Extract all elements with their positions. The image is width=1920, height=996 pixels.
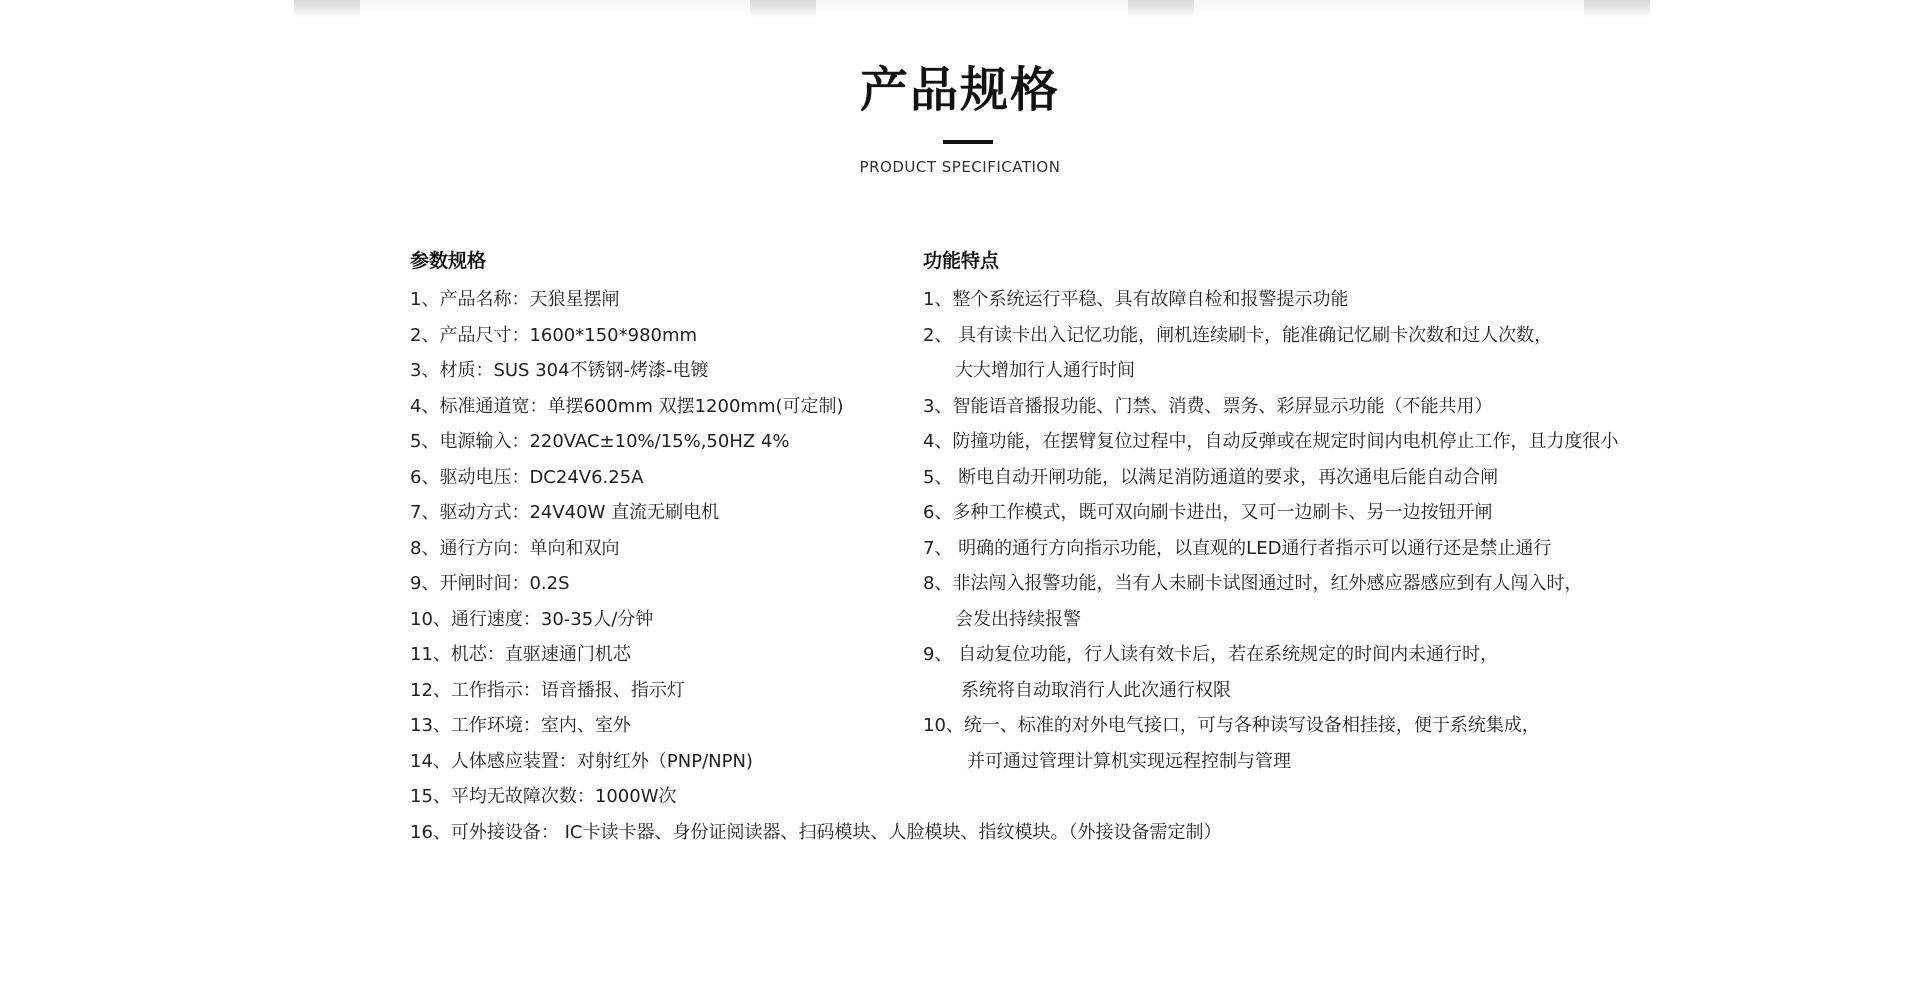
feature-line: 6、多种工作模式，既可双向刷卡进出，又可一边刷卡、另一边按钮开闸 — [923, 502, 1493, 523]
spec-item: 11、机芯：直驱速通门机芯 — [410, 644, 631, 665]
feature-line: 8、非法闯入报警功能，当有人未刷卡试图通过时，红外感应器感应到有人闯入时， — [923, 573, 1583, 594]
page-title: 产品规格 — [859, 62, 1060, 118]
feature-line: 3、智能语音播报功能、门禁、消费、票务、彩屏显示功能（不能共用） — [923, 395, 1493, 417]
feature-line: 1、整个系统运行平稳、具有故障自检和报警提示功能 — [923, 289, 1349, 310]
spec-item: 13、工作环境：室内、室外 — [410, 715, 631, 736]
strip-shadow-block — [1128, 0, 1194, 18]
top-image-strip — [294, 0, 1650, 18]
strip-gap — [1194, 0, 1584, 18]
spec-item: 15、平均无故障次数：1000W次 — [410, 786, 677, 807]
strip-gap — [360, 0, 750, 18]
specs-heading: 参数规格 — [410, 250, 487, 272]
spec-item: 5、电源输入：220VAC±10%/15%,50HZ 4% — [410, 431, 790, 452]
features-heading: 功能特点 — [923, 250, 1000, 272]
feature-line: 10、统一、标准的对外电气接口，可与各种读写设备相挂接，便于系统集成， — [923, 715, 1540, 736]
features-column — [923, 248, 1723, 779]
feature-line: 5、 断电自动开闸功能，以满足消防通道的要求，再次通电后能自动合闸 — [923, 466, 1499, 488]
strip-shadow-block — [294, 0, 360, 18]
strip-gap — [816, 0, 1128, 18]
strip-shadow-block — [1584, 0, 1650, 18]
spec-item: 7、驱动方式：24V40W 直流无刷电机 — [410, 502, 720, 523]
feature-line-continued: 系统将自动取消行人此次通行权限 — [961, 679, 1231, 701]
spec-item: 16、可外接设备： IC卡读卡器、身份证阅读器、扫码模块、人脸模块、指纹模块。（外接设备需定制） — [410, 821, 1222, 843]
feature-line-continued: 大大增加行人通行时间 — [955, 360, 1135, 381]
spec-item: 4、标准通道宽：单摆600mm 双摆1200mm(可定制) — [410, 395, 844, 417]
feature-line: 4、防撞功能，在摆臂复位过程中，自动反弹或在规定时间内电机停止工作，且力度很小 — [923, 431, 1619, 452]
feature-line: 2、 具有读卡出入记忆功能，闸机连续刷卡，能准确记忆刷卡次数和过人次数， — [923, 324, 1553, 346]
page-subtitle: PRODUCT SPECIFICATION — [859, 158, 1061, 176]
feature-line-continued: 会发出持续报警 — [955, 608, 1081, 630]
spec-item: 8、通行方向：单向和双向 — [410, 537, 620, 559]
spec-item: 2、产品尺寸：1600*150*980mm — [410, 324, 698, 346]
spec-item: 3、材质：SUS 304不锈钢-烤漆-电镀 — [410, 360, 709, 381]
spec-item: 6、驱动电压：DC24V6.25A — [410, 466, 644, 488]
title-underline — [943, 140, 993, 144]
feature-line: 7、 明确的通行方向指示功能，以直观的LED通行者指示可以通行还是禁止通行 — [923, 537, 1552, 559]
spec-item: 14、人体感应装置：对射红外（PNP/NPN) — [410, 750, 753, 772]
feature-line-continued: 并可通过管理计算机实现远程控制与管理 — [967, 750, 1291, 772]
features-list — [923, 282, 1723, 779]
strip-shadow-block — [750, 0, 816, 18]
spec-item: 12、工作指示：语音播报、指示灯 — [410, 679, 685, 701]
feature-line: 9、 自动复位功能，行人读有效卡后，若在系统规定的时间内未通行时， — [923, 644, 1499, 665]
spec-item: 10、通行速度：30-35人/分钟 — [410, 608, 654, 630]
spec-item: 1、产品名称：天狼星摆闸 — [410, 289, 620, 310]
spec-item: 9、开闸时间：0.2S — [410, 573, 570, 594]
